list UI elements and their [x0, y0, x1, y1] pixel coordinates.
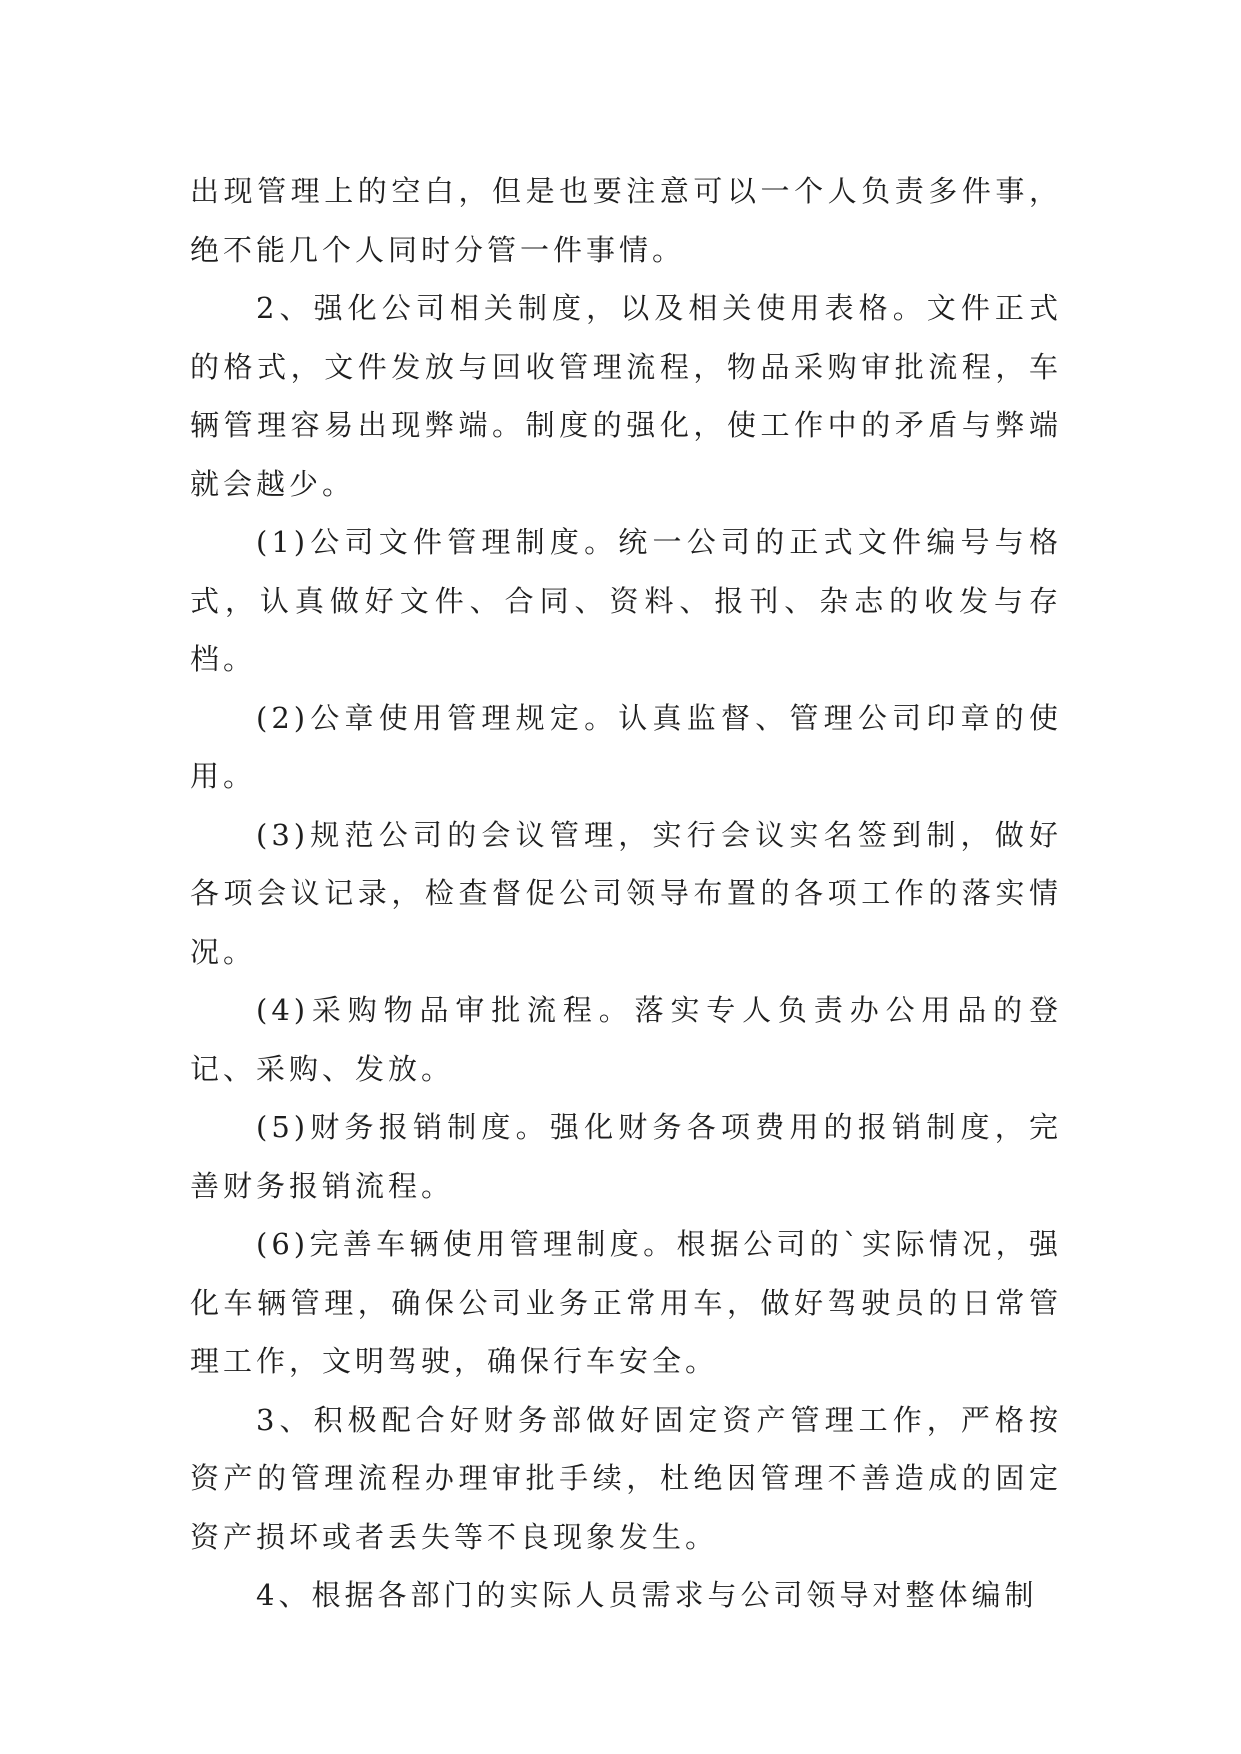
paragraph-2: 2、强化公司相关制度，以及相关使用表格。文件正式的格式，文件发放与回收管理流程，物品采购审批流程，车辆管理容易出现弊端。制度的强化，使工作中的矛盾与弊端就会越少。 [190, 291, 1062, 501]
paragraph-8: (6)完善车辆使用管理制度。根据公司的`实际情况，强化车辆管理，确保公司业务正常用车，做好驾驶员的日常管理工作，文明驾驶，确保行车安全。 [190, 1227, 1062, 1378]
paragraph-9: 3、积极配合好财务部做好固定资产管理工作，严格按资产的管理流程办理审批手续，杜绝因管理不善造成的固定资产损坏或者丢失等不良现象发生。 [190, 1402, 1062, 1554]
paragraph-4: (2)公章使用管理规定。认真监督、管理公司印章的使用。 [190, 700, 1062, 793]
paragraph-7: (5)财务报销制度。强化财务各项费用的报销制度，完善财务报销流程。 [190, 1110, 1062, 1203]
paragraph-1: 出现管理上的空白，但是也要注意可以一个人负责多件事，绝不能几个人同时分管一件事情。 [190, 174, 1062, 267]
document-body [190, 162, 1062, 1625]
paragraph-3: (1)公司文件管理制度。统一公司的正式文件编号与格式，认真做好文件、合同、资料、报刊、杂志的收发与存档。 [190, 525, 1062, 676]
paragraph-6: (4)采购物品审批流程。落实专人负责办公用品的登记、采购、发放。 [190, 993, 1062, 1086]
paragraph-10: 4、根据各部门的实际人员需求与公司领导对整体编制 [256, 1578, 1038, 1612]
paragraph-5: (3)规范公司的会议管理，实行会议实名签到制，做好各项会议记录，检查督促公司领导布置的各项工作的落实情况。 [190, 817, 1062, 969]
